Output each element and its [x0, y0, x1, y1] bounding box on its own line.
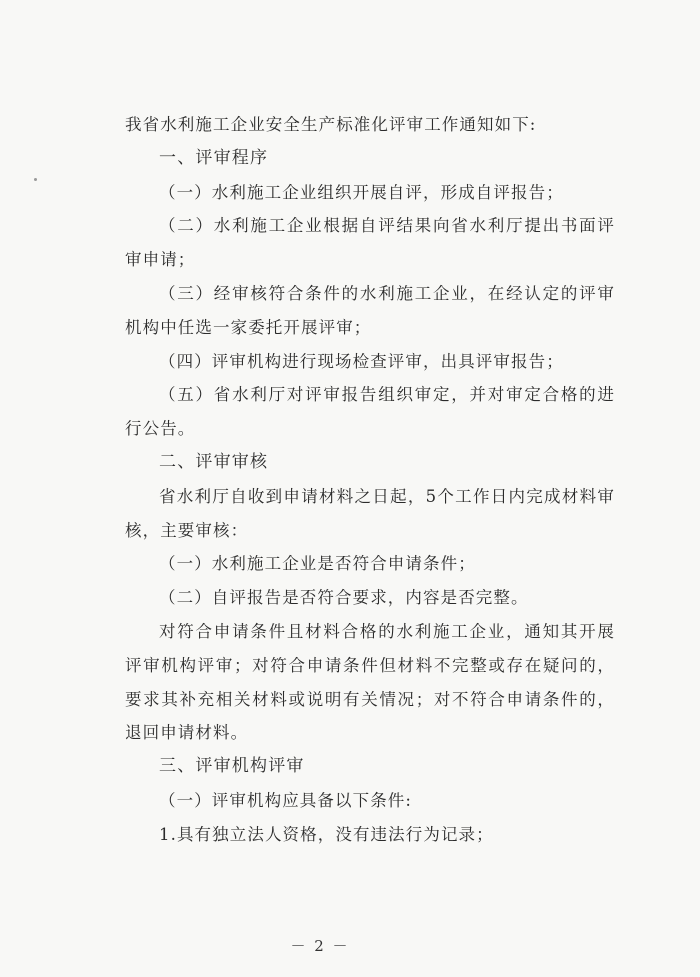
review-paragraph-1: 省水利厅自收到申请材料之日起，5个工作日内完成材料审核，主要审核： — [125, 486, 615, 540]
document-body — [125, 108, 615, 852]
section-heading-review: 二、评审审核 — [159, 451, 269, 472]
section-heading-agency: 三、评审机构评审 — [159, 756, 305, 777]
agency-item-1: （一）评审机构应具备以下条件: — [159, 790, 413, 810]
review-paragraph-2: 对符合申请条件且材料合格的水利施工企业，通知其开展评审机构评审；对符合申请条件但材料不完整或存在疑问的，要求其补充相关材料或说明有关情况；对不符合申请条件的，退回申请材料。 — [125, 621, 615, 743]
agency-item-1-1: 1.具有独立法人资格，没有违法行为记录； — [159, 824, 494, 844]
page-number-text: － 2 － — [290, 937, 350, 955]
procedure-item-1: （一）水利施工企业组织开展自评，形成自评报告； — [159, 182, 564, 202]
review-item-1: （一）水利施工企业是否符合申请条件； — [159, 554, 476, 574]
section-heading-procedure: 一、评审程序 — [159, 147, 269, 168]
procedure-item-5: （五）省水利厅对评审报告组织审定，并对审定合格的进行公告。 — [125, 385, 615, 439]
review-item-2: （二）自评报告是否符合要求，内容是否完整。 — [159, 588, 529, 608]
procedure-item-4: （四）评审机构进行现场检查评审，出具评审报告； — [159, 351, 564, 371]
scan-speck — [34, 178, 37, 181]
procedure-item-2: （二）水利施工企业根据自评结果向省水利厅提出书面评审申请； — [125, 216, 615, 270]
procedure-item-3: （三）经审核符合条件的水利施工企业，在经认定的评审机构中任选一家委托开展评审； — [125, 283, 615, 337]
intro-paragraph: 我省水利施工企业安全生产标准化评审工作通知如下: — [125, 115, 537, 134]
page-number — [0, 935, 700, 956]
